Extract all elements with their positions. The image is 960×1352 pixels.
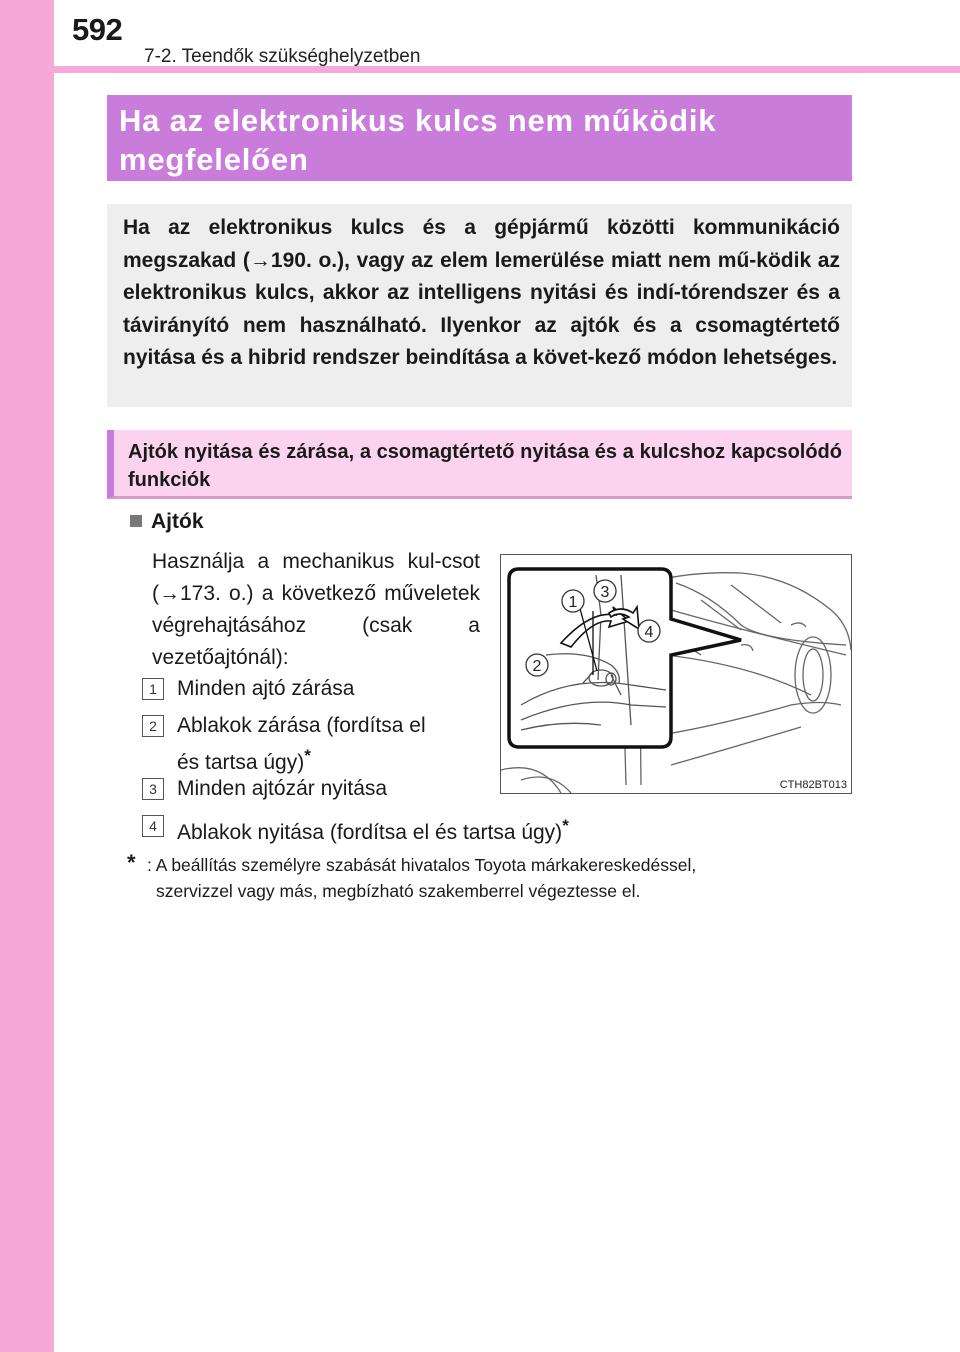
list-item-text: Minden ajtó zárása: [177, 677, 355, 700]
list-item-text-wrap: [177, 811, 569, 848]
list-item-text-continued: [177, 741, 426, 778]
list-item-text: Ablakok zárása (fordítsa el: [177, 714, 426, 737]
list-item: [142, 711, 426, 778]
callout-4: 4: [644, 624, 654, 641]
list-item-text-line2: és tartsa úgy): [177, 751, 305, 774]
section-title-text: Ajtók: [151, 510, 204, 533]
page-number: 592: [72, 12, 123, 47]
figure-code: CTH82BT013: [779, 779, 847, 791]
number-badge: 1: [142, 678, 164, 700]
main-heading: [107, 95, 852, 181]
section-body: Használja a mechanikus kul-csot (→173. o.) a következő műveletek végrehajtásához (csak a vezetőajtónál):: [152, 550, 480, 669]
footnote-asterisk: *: [127, 850, 136, 875]
footnote-line2: szervizzel vagy más, megbízható szakemberrel végeztesse el.: [156, 881, 641, 901]
list-item: [142, 774, 387, 804]
callout-1: 1: [568, 594, 578, 611]
asterisk-mark: *: [562, 816, 569, 835]
number-badge: 3: [142, 778, 164, 800]
square-bullet-icon: [130, 515, 142, 527]
list-item-text: Ablakok nyitása (fordítsa el és tartsa úgy): [177, 821, 563, 844]
list-item-text: Minden ajtózár nyitása: [177, 777, 388, 800]
intro-box: Ha az elektronikus kulcs és a gépjármű közötti kommunikáció megszakad (→190. o.), vagy az elem lemerülése miatt nem mű-ködik az elektronikus kulcs, akkor az intelligens nyitási és indí-tórendszer és a távirányító nem használható. Ilyenkor az ajtók és a csomagtértető nyitása és a hibrid rendszer beindítása a követ-kező módon lehetséges.: [107, 204, 852, 407]
callout-3: 3: [600, 584, 610, 601]
section-title: [130, 510, 204, 534]
asterisk-mark: *: [304, 746, 311, 765]
number-badge: 2: [142, 715, 164, 737]
chapter-title: 7-2. Teendők szükséghelyzetben: [144, 46, 421, 67]
side-tab-bar: [0, 0, 54, 1352]
number-badge: 4: [142, 815, 164, 837]
main-heading-line2: megfelelően: [119, 142, 309, 177]
car-door-drawing: [501, 555, 851, 793]
sub-heading: Ajtók nyitása és zárása, a csomagtértető nyitása és a kulcshoz kapcsolódó funkciók: [107, 430, 852, 499]
footnote: [127, 852, 852, 904]
list-item: [142, 811, 569, 848]
car-door-illustration: [500, 554, 852, 794]
callout-2: 2: [532, 658, 542, 675]
main-heading-line1: Ha az elektronikus kulcs nem működik: [119, 103, 717, 138]
list-item: [142, 674, 354, 704]
footnote-line1: : A beállítás személyre szabását hivatalos Toyota márkakereskedéssel,: [147, 855, 697, 875]
